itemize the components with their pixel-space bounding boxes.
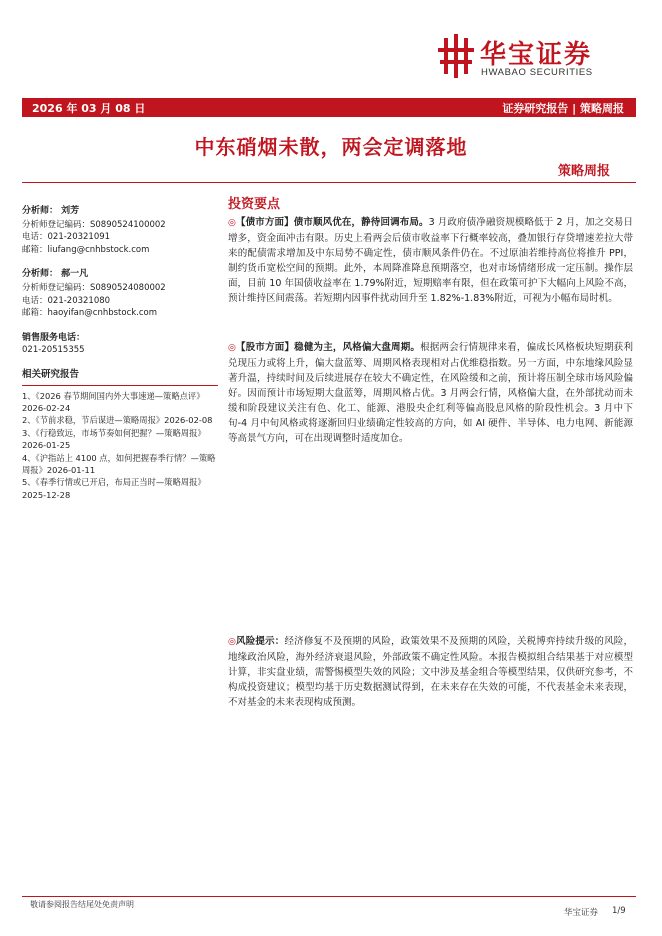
analyst-email[interactable]: 邮箱：liufang@cnhbstock.com: [22, 244, 150, 255]
footer-disclaimer: 敬请参阅报告结尾处免责声明: [30, 900, 134, 909]
related-reports-title: 相关研究报告: [22, 369, 218, 386]
analyst-email[interactable]: 邮箱：haoyifan@cnhbstock.com: [22, 308, 158, 319]
sidebar: [22, 205, 218, 501]
report-date: 2026 年 03 月 08 日: [32, 102, 146, 115]
analyst-phone: 电话：021-20321080: [22, 295, 111, 306]
bond-market-paragraph: [228, 215, 633, 306]
paragraph-lead: 风险提示：: [236, 636, 285, 647]
analyst-registration: 分析师登记编码：S0890524100002: [22, 219, 166, 230]
report-type: 证券研究报告 | 策略周报: [502, 102, 624, 115]
related-report-item[interactable]: 5、《春季行情或已开启，布局正当时—策略周报》2025-12-28: [22, 477, 206, 500]
related-report-item[interactable]: 4、《沪指站上 4100 点，如何把握春季行情？—策略周报》2026-01-11: [22, 452, 216, 475]
footer-divider: [22, 896, 636, 897]
bullet-icon: ◎: [228, 343, 237, 353]
hwabao-logo-icon: [438, 34, 474, 78]
analyst-block: [22, 268, 218, 319]
related-report-item[interactable]: 1、《2026 春节期间国内外大事速递—策略点评》2026-02-24: [22, 390, 205, 413]
header-band: [22, 98, 636, 117]
analyst-name: 分析师： 郝一凡: [22, 269, 89, 280]
paragraph-body: 经济修复不及预期的风险，政策效果不及预期的风险，关税博弈持续升级的风险，地缘政治风险，海外经济衰退风险，外部政策不确定性风险。本报告模拟组合结果基于对应模型计算，非实盘业绩，需警惕模型失效的风险；文中涉及基金组合等模型结果，仅供研究参考，不构成投资建议；模型均基于历史数据测试得到，在未来存在失效的可能，不代表基金未来表现，不对基金的未来表现构成预测。: [228, 636, 633, 708]
paragraph-lead: 【债市方面】债市顺风优在，静待回调布局。: [235, 217, 429, 228]
title-divider: [22, 182, 636, 183]
bullet-icon: ◎: [228, 637, 237, 647]
sales-block: [22, 332, 218, 357]
related-report-item[interactable]: 3、《行稳致远，市场节奏如何把握？—策略周报》2026-01-25: [22, 427, 206, 451]
company-logo: [438, 34, 638, 80]
related-reports: [22, 369, 218, 501]
analyst-name: 分析师： 刘芳: [22, 206, 80, 216]
analyst-phone: 电话：021-20321091: [22, 232, 111, 243]
logo-english-name: HWABAO SECURITIES: [481, 67, 593, 78]
footer-brand: 华宝证券: [564, 908, 599, 918]
risk-warning-paragraph: [228, 634, 633, 710]
page-number: 1/9: [612, 906, 626, 916]
investment-highlights-heading: 投资要点: [228, 197, 281, 212]
related-report-item[interactable]: 2、《节前求稳，节后谋进—策略周报》2026-02-08: [22, 415, 213, 426]
stock-market-paragraph: [228, 340, 633, 446]
bullet-icon: ◎: [228, 218, 236, 228]
paragraph-body: 3 月政府债净融资规模略低于 2 月，加之交易日增多，资金面冲击有限。历史上看两会后债市收益率下行概率较高，叠加银行存贷增速差拉大带来的配债需求增加及中东局势不确定性，债市顺风条件仍在。不过原油若维持高位将推升 PPI，制约货币宽松空间的预期。此外，本周降准降息预期落空，也对市场情绪形成一定压制。操作层面，目前 10 年国债收益率在 1.79%附近，短期赔率有限，但在政策可护下大幅向上风险不高，预计维持区间震荡。若短期内因事件扰动回升至 1.82%-1.83%附近，可视为小幅布局时机。: [228, 217, 633, 304]
logo-chinese-name: 华宝证券: [480, 40, 593, 70]
paragraph-body: 根据两会行情规律来看，偏成长风格板块短期获利兑现压力或将上升，偏大盘蓝筹、周期风格表现相对占优维稳指数。另一方面，中东地缘风险显著升温，持续时间及后续进展存在较大不确定性，在风险缓和之前，预计将压制全球市场风险偏好。因而预计市场短期大盘蓝筹，周期风格占优。3 月两会行情，风格偏大盘，在外部扰动而未缓和阶段建议关注有色、化工、能源、港股央企红利等偏高股息风格的阶段性机会。3 月中下旬-4 月中旬风格或将逐渐回归业绩确定性较高的方向，如 AI 硬件、半导体、电力电网、新能源等高景气方向，可在出现调整时适度加仓。: [228, 342, 633, 444]
report-subtitle: 策略周报: [557, 164, 610, 179]
sales-phone: 021-20515355: [22, 345, 85, 356]
analyst-block: [22, 205, 218, 256]
paragraph-lead: 【股市方面】稳健为主，风格偏大盘周期。: [236, 342, 421, 353]
sales-label: 销售服务电话：: [22, 332, 86, 343]
analyst-registration: 分析师登记编码：S0890524080002: [22, 282, 166, 293]
report-title: 中东硝烟未散，两会定调落地: [194, 135, 468, 159]
